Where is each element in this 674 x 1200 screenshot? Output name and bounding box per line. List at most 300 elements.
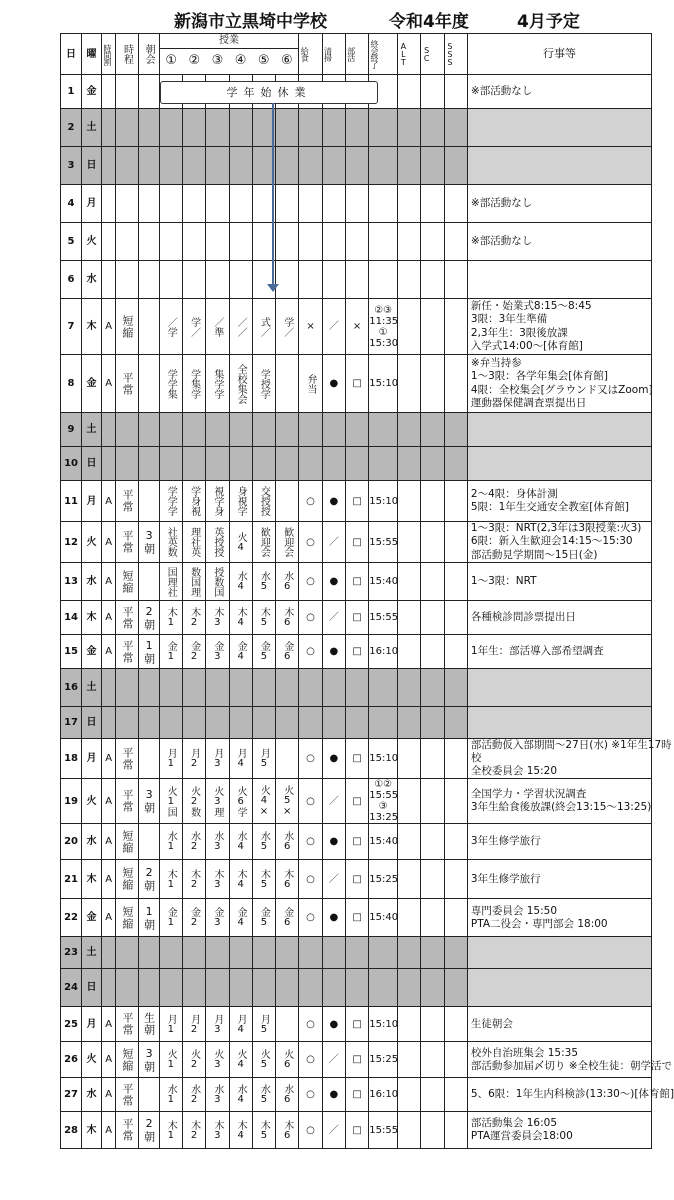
period-text: 学学学: [165, 486, 177, 516]
day-row: [61, 185, 652, 223]
events-cell: [467, 860, 651, 899]
period-cell: [276, 185, 299, 223]
cleaning-mark: [322, 109, 345, 147]
schedule-type: [116, 75, 138, 109]
day-row: [61, 899, 652, 937]
schedule-type: [116, 669, 138, 707]
event-line: 1～3限：NRT: [470, 574, 537, 587]
timetable-type: [102, 223, 116, 261]
period-text: 水4: [235, 1084, 247, 1106]
day-row: [61, 413, 652, 447]
period-cell: [252, 824, 275, 860]
period-cell: [252, 355, 275, 413]
weekday: 月: [82, 739, 102, 779]
schedule-type-text: 平常: [121, 489, 135, 513]
period-cell: [229, 969, 252, 1007]
period-cell: [182, 899, 205, 937]
lunch-cell: [299, 261, 322, 299]
day-row: [61, 824, 652, 860]
schedule-type: [116, 147, 138, 185]
morning-meeting: [138, 185, 159, 223]
morning-meeting: [138, 481, 159, 522]
schedule-type-text: 平常: [121, 530, 135, 554]
cleaning-mark: ／: [322, 601, 345, 635]
weekday: 金: [82, 899, 102, 937]
weekday: 木: [82, 1112, 102, 1149]
day-row: [61, 969, 652, 1007]
period-cell: [276, 413, 299, 447]
hdr-sc: SC: [422, 46, 432, 62]
period-cell: [182, 707, 205, 739]
lunch-mark: ○: [306, 1089, 315, 1101]
timetable-type: [102, 75, 116, 109]
day-number: 12: [61, 522, 82, 563]
sc-cell: [421, 601, 444, 635]
sc-cell: [421, 109, 444, 147]
period-cell: [276, 1007, 299, 1042]
cleaning-mark: [322, 261, 345, 299]
end-time: [369, 969, 398, 1007]
period-text: 理社英: [188, 527, 200, 557]
event-line: 入学式14:00～[体育館]: [470, 339, 583, 352]
period-text: 木1: [165, 868, 177, 890]
sc-cell: [421, 299, 444, 355]
period-cell: [276, 355, 299, 413]
timetable-type: A: [102, 522, 116, 563]
event-line: 専門委員会 15:50: [470, 904, 558, 917]
period-cell: [276, 739, 299, 779]
hdr-schedule: 時程: [121, 44, 133, 64]
period-text: 学／: [281, 316, 293, 337]
club-mark: [345, 109, 368, 147]
lunch-mark: ○: [306, 1054, 315, 1066]
period-cell: [229, 299, 252, 355]
period-cell: [182, 937, 205, 969]
alt-cell: [398, 739, 421, 779]
period-text: 水4: [235, 831, 247, 853]
sc-cell: [421, 937, 444, 969]
events-cell: [467, 185, 651, 223]
cleaning-mark: [322, 447, 345, 481]
period-text: 水6: [281, 831, 293, 853]
period-text: 水4: [235, 571, 247, 592]
period-cell: [182, 147, 205, 185]
cleaning-mark: ●: [322, 824, 345, 860]
sss-cell: [444, 481, 467, 522]
day-number: 7: [61, 299, 82, 355]
period-cell: [182, 1007, 205, 1042]
schedule-type: [116, 635, 138, 669]
schedule-type: [116, 1042, 138, 1078]
end-time: [369, 261, 398, 299]
period-cell: [276, 937, 299, 969]
club-mark: □: [345, 1042, 368, 1078]
holiday-arrow-line: [272, 103, 274, 286]
events-cell: [467, 1042, 673, 1078]
period-text: ／／: [235, 316, 247, 337]
period-cell: [159, 299, 182, 355]
club-mark: □: [345, 1007, 368, 1042]
period-cell: [206, 261, 229, 299]
timetable-type: A: [102, 779, 116, 824]
period-text: 木5: [258, 868, 270, 890]
club-mark: [345, 261, 368, 299]
sc-cell: [421, 522, 444, 563]
period-cell: [206, 779, 229, 824]
weekday: 火: [82, 223, 102, 261]
club-mark: [345, 447, 368, 481]
period-cell: [182, 261, 205, 299]
sss-cell: [444, 937, 467, 969]
club-mark: [345, 937, 368, 969]
day-row: [61, 1112, 652, 1149]
period-text: 火4: [235, 1049, 247, 1071]
morning-meeting: [138, 355, 159, 413]
lunch-cell: [299, 481, 322, 522]
period-cell: [276, 635, 299, 669]
period-cell: [159, 969, 182, 1007]
weekday: 水: [82, 261, 102, 299]
period-cell: [276, 899, 299, 937]
schedule-type: [116, 299, 138, 355]
period-cell: [252, 1112, 275, 1149]
sc-cell: [421, 75, 444, 109]
schedule-type: [116, 707, 138, 739]
timetable-type: A: [102, 1112, 116, 1149]
end-time: 15:55: [369, 522, 398, 563]
period-cell: [182, 299, 205, 355]
events-cell: [467, 413, 651, 447]
event-line: 校: [470, 752, 482, 765]
period-text: 金1: [165, 907, 177, 929]
period-cell: [159, 899, 182, 937]
sss-cell: [444, 1112, 467, 1149]
event-line: PTA運営委員会18:00: [470, 1130, 573, 1143]
period-cell: [206, 824, 229, 860]
period-cell: [182, 355, 205, 413]
sc-cell: [421, 355, 444, 413]
hdr-events: 行事等: [467, 34, 651, 75]
morning-meeting: [138, 75, 159, 109]
cleaning-mark: ●: [322, 899, 345, 937]
period-cell: [182, 601, 205, 635]
cleaning-mark: [322, 185, 345, 223]
period-cell: [229, 413, 252, 447]
schedule-type: [116, 1007, 138, 1042]
period-cell: [229, 860, 252, 899]
period-cell: [206, 355, 229, 413]
morning-meeting: [138, 669, 159, 707]
schedule-type-text: 短縮: [121, 905, 135, 930]
period-cell: [252, 860, 275, 899]
period-cell: [182, 223, 205, 261]
period-text: 数国理: [188, 566, 200, 597]
period-cell: [159, 860, 182, 899]
club-mark: [345, 669, 368, 707]
period-text: 水3: [211, 1084, 223, 1106]
period-cell: [276, 147, 299, 185]
event-line: 部活動参加届〆切り ※全校生徒：朝学活で: [470, 1059, 673, 1072]
day-row: [61, 223, 652, 261]
period-cell: [229, 937, 252, 969]
period-cell: [159, 185, 182, 223]
period-cell: [159, 707, 182, 739]
period-text: 月2: [188, 748, 200, 770]
weekday: 月: [82, 185, 102, 223]
alt-cell: [398, 899, 421, 937]
events-cell: [467, 899, 651, 937]
lunch-cell: [299, 860, 322, 899]
period-text: 木4: [235, 868, 247, 890]
period-cell: [252, 899, 275, 937]
events-cell: [467, 563, 651, 601]
hdr-p1: ①: [165, 53, 178, 69]
club-mark: [345, 223, 368, 261]
alt-cell: [398, 447, 421, 481]
hdr-clean: 清掃: [323, 47, 333, 61]
period-cell: [229, 824, 252, 860]
timetable-type: [102, 185, 116, 223]
day-number: 5: [61, 223, 82, 261]
morning-meeting: [138, 707, 159, 739]
lunch-cell: [299, 109, 322, 147]
period-cell: [229, 1042, 252, 1078]
period-cell: [229, 522, 252, 563]
morning-meeting-text: 1朝: [142, 638, 156, 665]
day-number: 15: [61, 635, 82, 669]
period-text: 火6: [281, 1049, 293, 1071]
sss-cell: [444, 739, 467, 779]
end-time: 16:10: [369, 1078, 398, 1112]
day-row: [61, 447, 652, 481]
event-line: ※部活動なし: [470, 84, 533, 97]
period-cell: [206, 563, 229, 601]
period-text: 火4×: [258, 785, 270, 818]
period-cell: [206, 1042, 229, 1078]
weekday: 月: [82, 481, 102, 522]
day-number: 3: [61, 147, 82, 185]
morning-meeting: [138, 969, 159, 1007]
sss-cell: [444, 707, 467, 739]
period-text: 木2: [188, 607, 200, 628]
alt-cell: [398, 969, 421, 1007]
period-cell: [252, 969, 275, 1007]
morning-meeting: [138, 413, 159, 447]
period-text: 月2: [188, 1013, 200, 1035]
period-text: 歓迎会: [258, 527, 270, 557]
timetable-type: [102, 969, 116, 1007]
period-text: ／準: [211, 316, 223, 337]
events-cell: [467, 779, 651, 824]
period-cell: [159, 635, 182, 669]
schedule-type-text: 短縮: [121, 569, 135, 594]
schedule-type: [116, 779, 138, 824]
period-cell: [206, 1078, 229, 1112]
lunch-cell: [299, 824, 322, 860]
period-cell: [182, 563, 205, 601]
club-mark: □: [345, 481, 368, 522]
events-cell: [467, 299, 651, 355]
weekday: 日: [82, 447, 102, 481]
period-text: 木5: [258, 607, 270, 628]
lunch-cell: [299, 147, 322, 185]
period-cell: [206, 481, 229, 522]
lunch-cell: [299, 779, 322, 824]
morning-meeting: [138, 899, 159, 937]
end-time: [369, 937, 398, 969]
lunch-mark: ○: [306, 753, 315, 765]
sc-cell: [421, 147, 444, 185]
lunch-cell: [299, 601, 322, 635]
event-line: 全校委員会 15:20: [470, 765, 558, 778]
lunch-cell: [299, 635, 322, 669]
period-cell: [182, 860, 205, 899]
period-text: 木4: [235, 607, 247, 628]
cleaning-mark: ／: [322, 860, 345, 899]
timetable-type: A: [102, 635, 116, 669]
day-number: 8: [61, 355, 82, 413]
sss-cell: [444, 185, 467, 223]
period-cell: [276, 481, 299, 522]
period-text: 英授授: [211, 527, 223, 557]
morning-meeting: [138, 860, 159, 899]
club-mark: □: [345, 563, 368, 601]
morning-meeting: [138, 635, 159, 669]
end-time: 15:40: [369, 563, 398, 601]
hdr-morning: 朝会: [143, 44, 155, 64]
period-text: 火3理: [211, 785, 223, 817]
club-mark: ×: [345, 299, 368, 355]
period-cell: [229, 261, 252, 299]
lunch-mark: ○: [306, 612, 315, 623]
end-time: [369, 707, 398, 739]
alt-cell: [398, 109, 421, 147]
lunch-cell: [299, 969, 322, 1007]
period-cell: [229, 635, 252, 669]
day-row: [61, 601, 652, 635]
period-cell: [159, 447, 182, 481]
alt-cell: [398, 635, 421, 669]
period-text: 式／: [258, 316, 270, 337]
period-cell: [252, 601, 275, 635]
period-text: 全校集会: [235, 363, 247, 404]
period-text: 木6: [281, 868, 293, 890]
period-text: 木5: [258, 1119, 270, 1141]
sc-cell: [421, 1007, 444, 1042]
day-row: [61, 299, 652, 355]
fiscal-year: 令和4年度: [389, 12, 469, 32]
period-cell: [206, 601, 229, 635]
end-time: 15:10: [369, 1007, 398, 1042]
period-cell: [252, 739, 275, 779]
end-time: 15:40: [369, 899, 398, 937]
sc-cell: [421, 779, 444, 824]
events-cell: [467, 669, 651, 707]
hdr-p4: ④: [234, 53, 247, 69]
period-text: 月1: [165, 1013, 177, 1035]
schedule-type: [116, 739, 138, 779]
end-time: 15:40: [369, 824, 398, 860]
cleaning-mark: ／: [322, 779, 345, 824]
morning-meeting-text: 1朝: [142, 904, 156, 931]
period-cell: [206, 937, 229, 969]
period-text: 木1: [165, 607, 177, 628]
sss-cell: [444, 413, 467, 447]
period-cell: [206, 969, 229, 1007]
period-cell: [252, 299, 275, 355]
period-text: 水2: [188, 831, 200, 853]
period-text: 水6: [281, 571, 293, 592]
period-text: 火5×: [281, 785, 293, 818]
schedule-type: [116, 355, 138, 413]
lunch-cell: [299, 899, 322, 937]
sss-cell: [444, 899, 467, 937]
period-cell: [276, 779, 299, 824]
weekday: 土: [82, 937, 102, 969]
period-cell: [206, 669, 229, 707]
title-bar: [0, 0, 658, 34]
period-cell: [159, 563, 182, 601]
period-cell: [229, 481, 252, 522]
day-row: [61, 860, 652, 899]
schedule-type: [116, 413, 138, 447]
sc-cell: [421, 563, 444, 601]
club-mark: □: [345, 1078, 368, 1112]
period-cell: [276, 860, 299, 899]
sc-cell: [421, 860, 444, 899]
period-cell: [206, 413, 229, 447]
header-row: [61, 34, 652, 75]
period-cell: [206, 223, 229, 261]
alt-cell: [398, 707, 421, 739]
club-mark: [345, 147, 368, 185]
period-cell: [206, 299, 229, 355]
period-text: 水1: [165, 1084, 177, 1106]
end-time: 15:10: [369, 739, 398, 779]
event-line: 3限：3年生準備: [470, 313, 548, 326]
period-text: 木3: [211, 607, 223, 628]
period-text: 金6: [281, 907, 293, 929]
schedule-type-text: 短縮: [121, 314, 135, 339]
alt-cell: [398, 522, 421, 563]
morning-meeting: [138, 937, 159, 969]
sss-cell: [444, 563, 467, 601]
period-text: 水6: [281, 1084, 293, 1106]
day-row: [61, 1007, 652, 1042]
events-cell: [467, 1007, 651, 1042]
day-number: 6: [61, 261, 82, 299]
period-cell: [206, 447, 229, 481]
end-time: 15:55: [369, 1112, 398, 1149]
alt-cell: [398, 75, 421, 109]
day-row: [61, 261, 652, 299]
period-text: 木1: [165, 1119, 177, 1141]
events-cell: [467, 1112, 651, 1149]
lunch-cell: [299, 522, 322, 563]
day-row: [61, 109, 652, 147]
timetable-type: A: [102, 824, 116, 860]
event-line: 全国学力・学習状況調査: [470, 788, 587, 801]
sc-cell: [421, 261, 444, 299]
end-time: [369, 185, 398, 223]
period-cell: [252, 447, 275, 481]
day-row: [61, 707, 652, 739]
schedule-type: [116, 937, 138, 969]
schedule-type: [116, 824, 138, 860]
schedule-type-text: 平常: [121, 789, 135, 814]
lunch-cell: [299, 413, 322, 447]
sss-cell: [444, 1078, 467, 1112]
